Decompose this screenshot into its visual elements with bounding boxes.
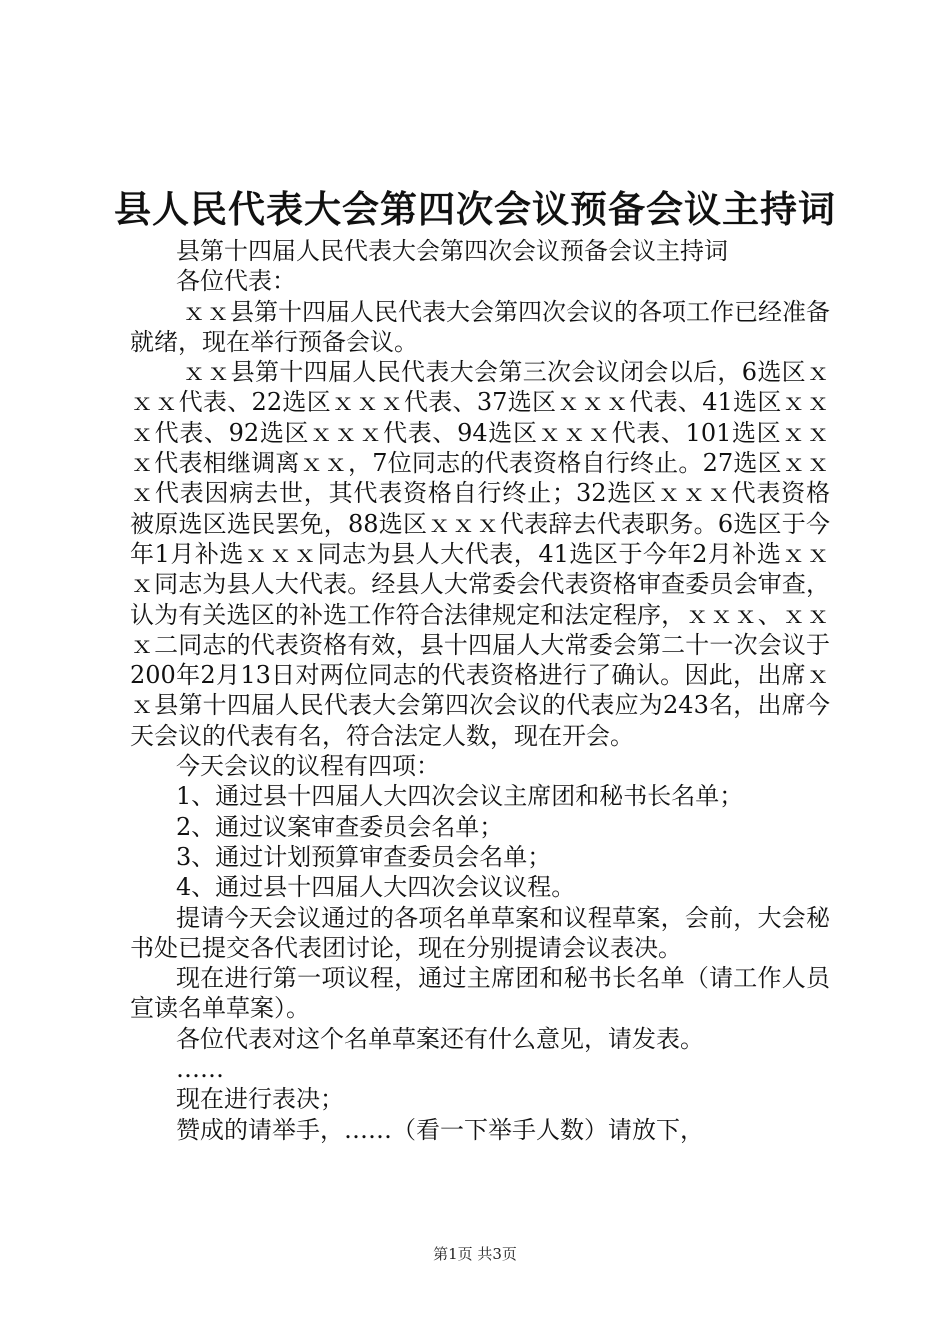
body-paragraph: 现在进行第一项议程，通过主席团和秘书长名单（请工作人员宣读名单草案）。 [130,964,830,1023]
document-body [130,236,830,1145]
page-footer: 第1页 共3页 [433,1245,517,1263]
body-paragraph: 今天会议的议程有四项： [176,752,440,781]
agenda-item: 3、通过计划预算审查委员会名单； [176,842,552,871]
agenda-item: 1、通过县十四届人大四次会议主席团和秘书长名单； [176,782,744,811]
body-paragraph: 现在进行表决； [176,1085,344,1114]
body-paragraph: 赞成的请举手，……（看一下举手人数）请放下， [176,1115,704,1144]
body-paragraph: 各位代表对这个名单草案还有什么意见，请发表。 [176,1024,704,1053]
agenda-item: 4、通过县十四届人大四次会议议程。 [176,873,576,902]
body-paragraph: ｘｘ县第十四届人民代表大会第四次会议的各项工作已经准备就绪，现在举行预备会议。 [130,297,830,356]
body-paragraph: 提请今天会议通过的各项名单草案和议程草案，会前，大会秘书处已提交各代表团讨论，现在分别提请会议表决。 [130,903,830,962]
agenda-item: 2、通过议案审查委员会名单； [176,812,504,841]
ellipsis-paragraph: …… [176,1055,224,1084]
subtitle-paragraph: 县第十四届人民代表大会第四次会议预备会议主持词 [176,237,728,265]
document-title: 县人民代表大会第四次会议预备会议主持词 [114,187,836,231]
salutation-paragraph: 各位代表： [176,267,296,296]
body-paragraph: ｘｘ县第十四届人民代表大会第三次会议闭会以后，6选区ｘｘｘ代表、22选区ｘｘｘ代表、37选区ｘｘｘ代表、41选区ｘｘｘ代表、92选区ｘｘｘ代表、94选区ｘｘｘ代表、101选区ｘｘｘ代表相继调离ｘｘ，7位同志的代表资格自行终止。27选区ｘｘｘ代表因病去世，其代表资格自行终止；32选区ｘｘｘ代表资格被原选区选民罢免，88选区ｘｘｘ代表辞去代表职务。6选区于今年1月补选ｘｘｘ同志为县人大代表，41选区于今年2月补选ｘｘｘ同志为县人大代表。经县人大常委会代表资格审查委员会审查，认为有关选区的补选工作符合法律规定和法定程序，ｘｘｘ、ｘｘｘ二同志的代表资格有效，县十四届人大常委会第二十一次会议于200年2月13日对两位同志的代表资格进行了确认。因此，出席ｘｘ县第十四届人民代表大会第四次会议的代表应为243名，出席今天会议的代表有名，符合法定人数，现在开会。 [130,358,830,750]
